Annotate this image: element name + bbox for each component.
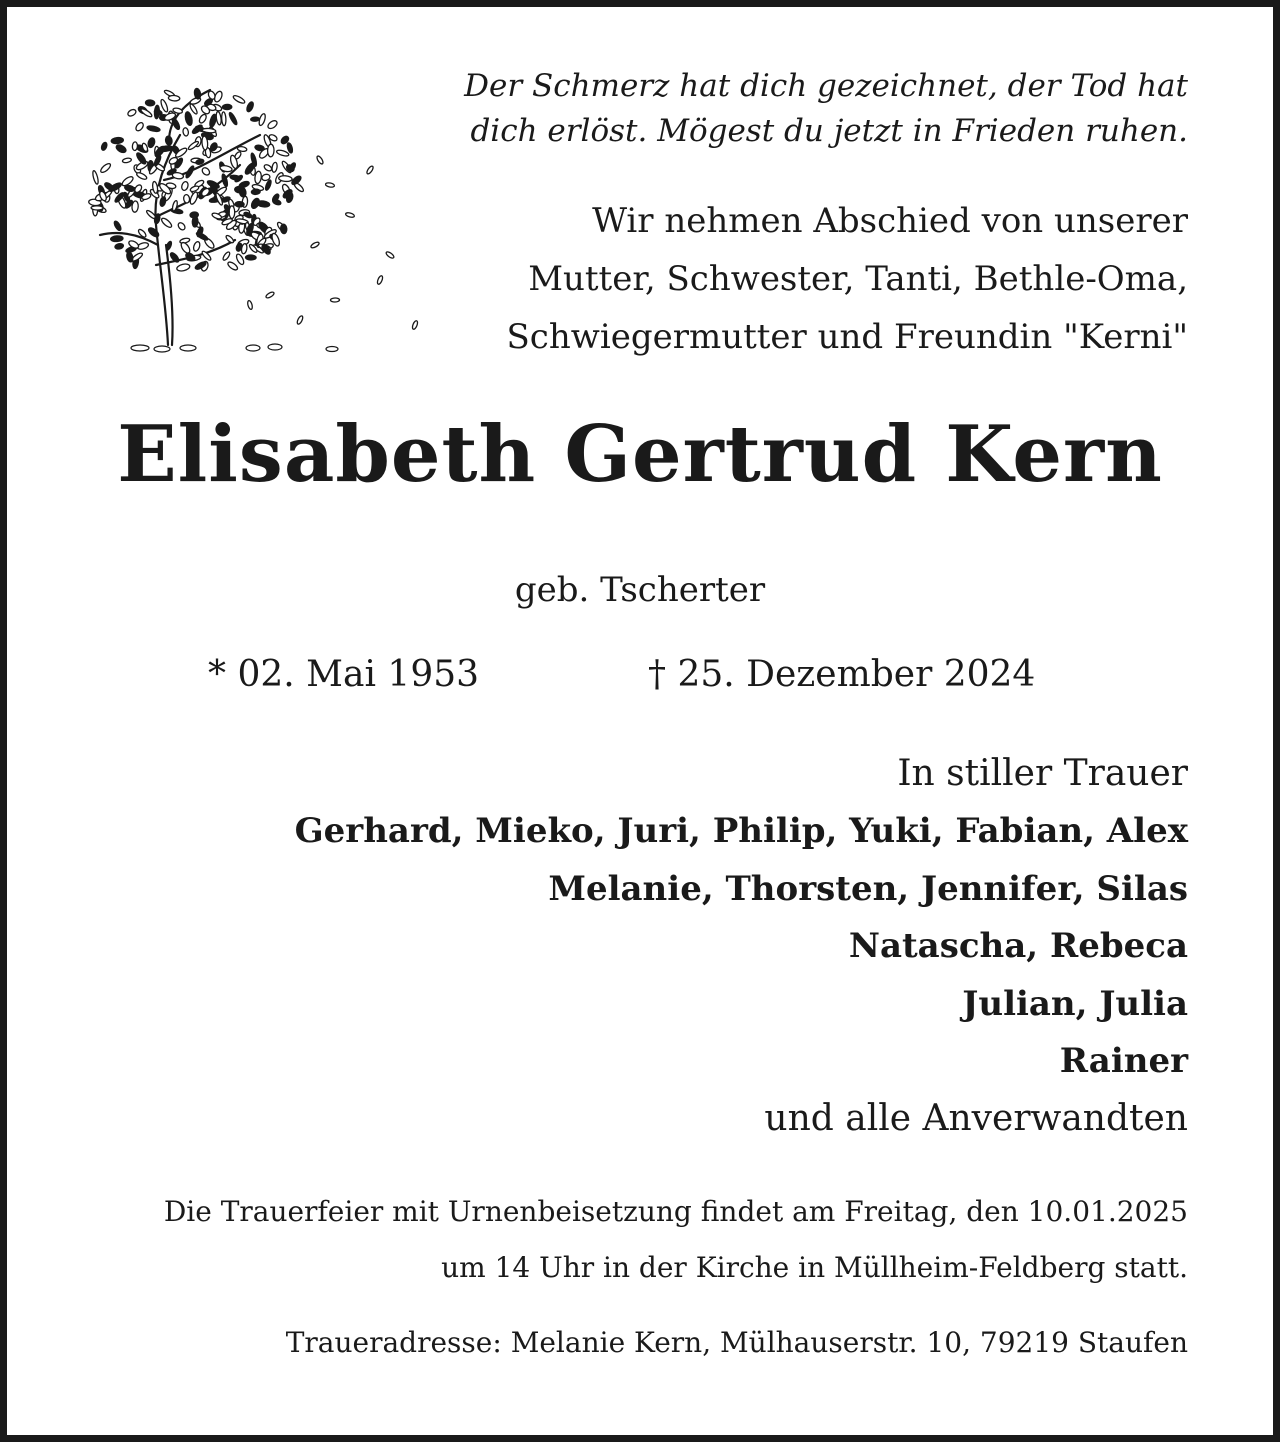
ceremony-info xyxy=(68,1184,1188,1296)
mourners-line: Julian, Julia xyxy=(962,983,1188,1024)
memorial-quote xyxy=(428,64,1188,154)
windblown-tree-illustration xyxy=(70,55,440,365)
relatives-line: und alle Anverwandten xyxy=(764,1098,1188,1139)
mourners-list xyxy=(108,803,1188,1091)
mourners-line: Rainer xyxy=(1059,1041,1188,1081)
quote-line: dich erlöst. Mögest du jetzt in Frieden ruhen. xyxy=(470,113,1188,149)
birth-date: * 02. Mai 1953 xyxy=(208,654,480,695)
intro-line: Mutter, Schwester, Tanti, Bethle-Oma, xyxy=(528,259,1188,299)
death-date: † 25. Dezember 2024 xyxy=(648,654,1036,695)
mourners-line: Gerhard, Mieko, Juri, Philip, Yuki, Fabian, Alex xyxy=(294,811,1188,851)
farewell-intro xyxy=(428,192,1188,366)
quote-line: Der Schmerz hat dich gezeichnet, der Tod hat xyxy=(464,68,1188,104)
intro-line: Wir nehmen Abschied von unserer xyxy=(592,201,1188,241)
mourners-line: Natascha, Rebeca xyxy=(848,926,1188,966)
ceremony-line: um 14 Uhr in der Kirche in Müllheim-Feldberg statt. xyxy=(441,1251,1188,1284)
deceased-name: Elisabeth Gertrud Kern xyxy=(117,409,1163,500)
ceremony-line: Die Trauerfeier mit Urnenbeisetzung findet am Freitag, den 10.01.2025 xyxy=(163,1195,1188,1228)
mourners-line: Melanie, Thorsten, Jennifer, Silas xyxy=(548,868,1188,909)
maiden-name: geb. Tscherter xyxy=(514,570,766,610)
mourning-heading: In stiller Trauer xyxy=(897,753,1188,794)
mourning-address: Traueradresse: Melanie Kern, Mülhauserstr. 10, 79219 Staufen xyxy=(285,1326,1188,1359)
intro-line: Schwiegermutter und Freundin "Kerni" xyxy=(506,317,1188,357)
